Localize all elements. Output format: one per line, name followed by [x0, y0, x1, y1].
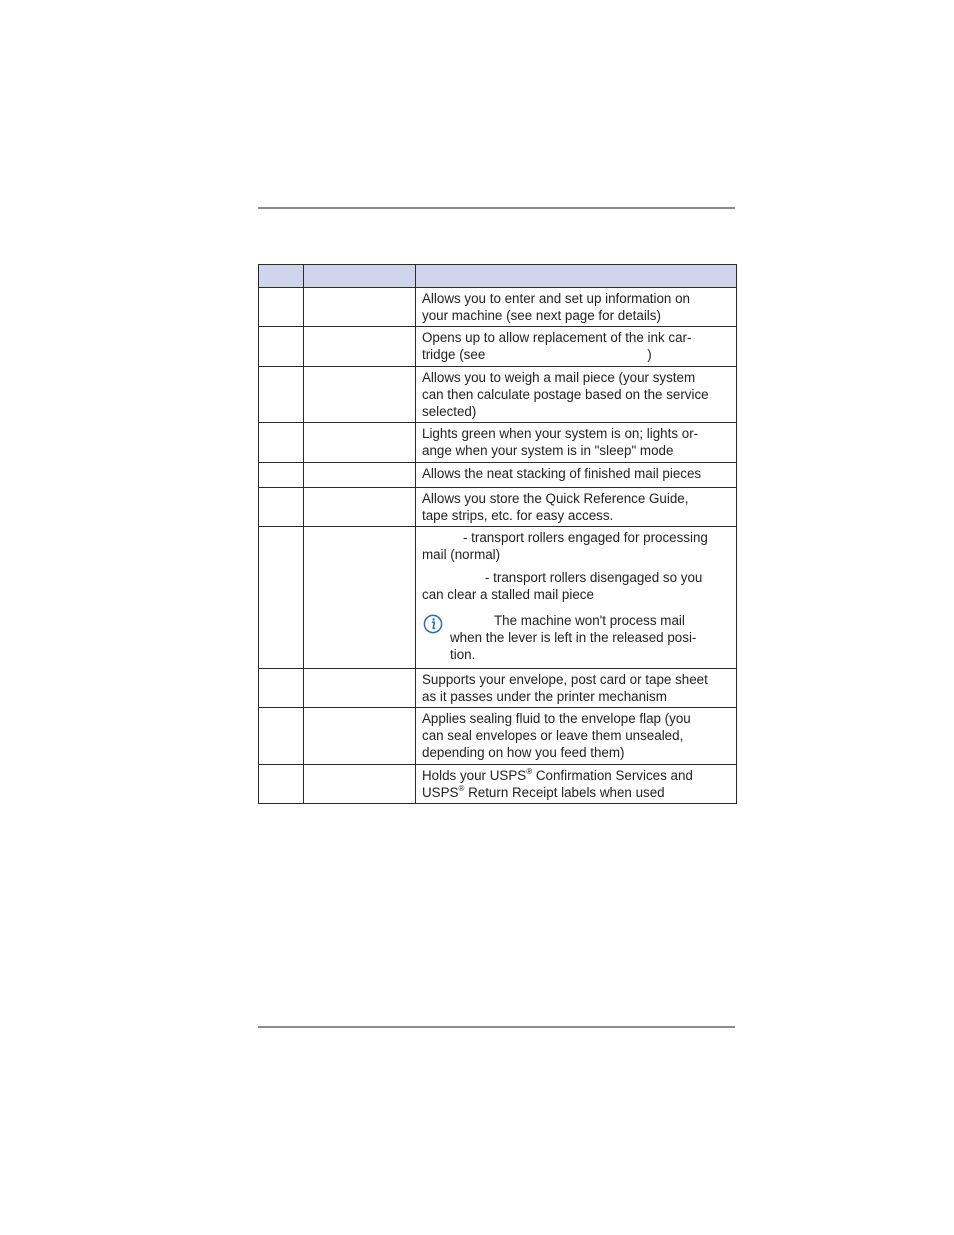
description-line: Allows you to enter and set up information on: [422, 291, 690, 306]
bottom-rule: [258, 1026, 735, 1028]
table-row: [259, 367, 737, 423]
info-icon: [423, 614, 443, 634]
description-line: depending on how you feed them): [422, 745, 625, 760]
note-text: when the lever is left in the released posi-: [450, 630, 697, 645]
note-text: The machine won't process mail: [494, 613, 685, 628]
note-block: [422, 612, 730, 663]
description-line: Opens up to allow replacement of the ink car-: [422, 330, 692, 345]
registered-mark: ®: [526, 767, 533, 776]
description-line: as it passes under the printer mechanism: [422, 689, 667, 704]
lever-engaged-text: - transport rollers engaged for processing: [463, 530, 708, 545]
table-row: [259, 463, 737, 488]
table-row: [259, 423, 737, 463]
lever-released-text: can clear a stalled mail piece: [422, 587, 594, 602]
table-header-row: [259, 265, 737, 288]
table-row: [259, 488, 737, 527]
lever-released-text: - transport rollers disengaged so you: [485, 570, 703, 585]
note-text: tion.: [450, 647, 476, 662]
table-row: [259, 327, 737, 367]
description-line: Applies sealing fluid to the envelope flap (you: [422, 711, 691, 726]
description-line: selected): [422, 404, 477, 419]
table-row: [259, 765, 737, 804]
description-line: tape strips, etc. for easy access.: [422, 508, 614, 523]
table-row: [259, 527, 737, 669]
table-row: [259, 288, 737, 327]
description-text: Confirmation Services and: [532, 768, 693, 783]
header-cell-description: [416, 265, 737, 288]
registered-mark: ®: [458, 784, 465, 793]
feature-table: [258, 264, 737, 804]
header-cell-feature: [304, 265, 416, 288]
table-row: [259, 708, 737, 765]
description-line: can then calculate postage based on the service: [422, 387, 709, 402]
description-text: USPS: [422, 785, 459, 800]
description-line: Supports your envelope, post card or tape sheet: [422, 672, 708, 687]
description-line: Allows you store the Quick Reference Guide,: [422, 491, 689, 506]
description-line: Allows you to weigh a mail piece (your system: [422, 370, 696, 385]
top-rule: [258, 207, 735, 209]
header-cell-number: [259, 265, 304, 288]
description-line: can seal envelopes or leave them unsealed,: [422, 728, 684, 743]
description-line-tail: ): [647, 347, 652, 362]
description-text: Return Receipt labels when used: [464, 785, 665, 800]
description-line: Lights green when your system is on; lights or-: [422, 426, 699, 441]
table-row: [259, 669, 737, 708]
description-line: your machine (see next page for details): [422, 308, 661, 323]
description-line: ange when your system is in "sleep" mode: [422, 443, 674, 458]
description-line: tridge (see: [422, 347, 486, 362]
lever-engaged-text: mail (normal): [422, 547, 501, 562]
description-line: Allows the neat stacking of finished mail pieces: [422, 466, 702, 481]
description-text: Holds your USPS: [422, 768, 527, 783]
